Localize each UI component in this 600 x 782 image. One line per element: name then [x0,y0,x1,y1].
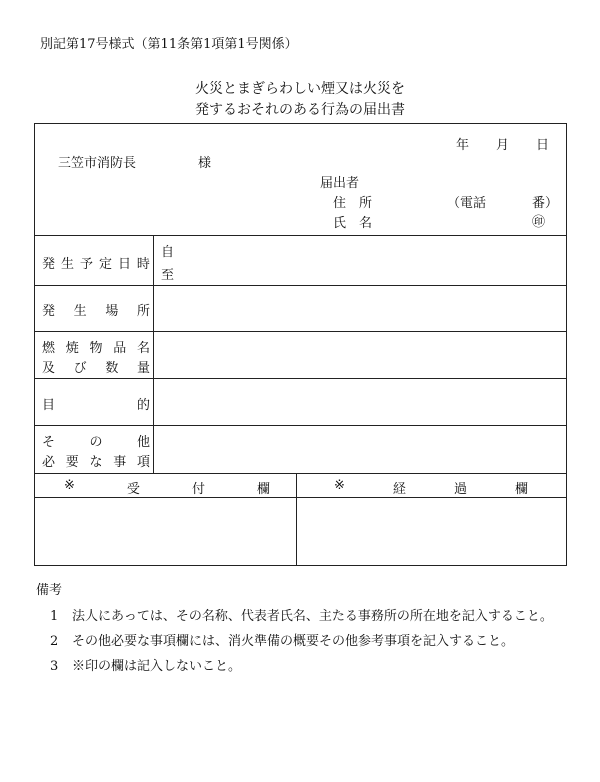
label-char: 過 [453,482,467,497]
divider [34,378,567,379]
other-matters-label-2 [42,451,150,470]
label-char: ※ [64,478,75,493]
label-char: 他 [136,435,150,450]
divider [34,497,567,498]
label-char: 付 [191,482,205,497]
label-char: 的 [136,398,150,413]
label-char: 物 [89,341,103,356]
label-char: な [89,455,103,470]
label-char: 発 [42,304,56,319]
label-char: 生 [60,257,74,272]
label-char: ※ [334,478,345,493]
label-char: 量 [136,361,150,376]
address-label: 住 所 [333,196,373,211]
name-label: 氏 名 [333,216,373,231]
phone-label: （電話 [447,196,487,211]
note-item [50,655,241,674]
divider [34,285,567,286]
seal-mark: ㊞ [532,215,546,230]
other-matters-label-1 [42,431,150,450]
label-char: 欄 [256,482,270,497]
divider [34,235,567,236]
label-char: 発 [42,257,56,272]
label-char: 予 [79,257,93,272]
phone-suffix: 番） [532,196,559,211]
note-number: 1 [50,609,59,624]
divider [34,473,567,474]
label-char: 欄 [514,482,528,497]
label-char: 要 [65,455,79,470]
purpose-label [42,394,150,413]
label-char: 名 [136,341,150,356]
label-char: 数 [105,361,119,376]
document-title-line-1: 火災とまぎらわしい煙又は火災を [195,81,405,97]
datetime-to: 至 [161,268,175,283]
date-year: 年 [456,138,470,153]
divider [34,331,567,332]
addressee-honorific: 様 [198,156,212,171]
label-char: 時 [136,257,150,272]
label-char: 経 [392,482,406,497]
divider [34,425,567,426]
label-char: 必 [42,455,56,470]
date-month: 月 [496,138,510,153]
date-day: 日 [536,138,550,153]
label-char: 定 [98,257,112,272]
reception-column-header [64,478,270,497]
label-char: 品 [113,341,127,356]
label-char: 受 [126,482,140,497]
form-number-label: 別記第17号様式（第11条第1項第1号関係） [40,37,298,52]
label-char: 目 [42,398,56,413]
document-title-line-2: 発するおそれのある行為の届出書 [195,102,405,118]
note-number: 3 [50,659,59,674]
note-text: その他必要な事項欄には、消火準備の概要その他参考事項を記入すること。 [72,634,515,649]
label-char: 事 [113,455,127,470]
label-char: 所 [136,304,150,319]
note-number: 2 [50,634,59,649]
label-char: 生 [73,304,87,319]
addressee: 三笠市消防長 [58,156,137,171]
label-char: び [73,361,87,376]
label-char: の [89,435,103,450]
datetime-from: 自 [161,245,175,260]
label-char: 項 [136,455,150,470]
note-text: 法人にあっては、その名称、代表者氏名、主たる事務所の所在地を記入すること。 [72,609,553,624]
notifier-label: 届出者 [320,176,360,191]
label-char: そ [42,435,56,450]
place-label [42,300,150,319]
progress-column-header [334,478,528,497]
note-item [50,605,553,624]
burning-goods-label-2 [42,357,150,376]
label-char: 及 [42,361,56,376]
label-char: 焼 [65,341,79,356]
burning-goods-label-1 [42,337,150,356]
label-char: 燃 [42,341,56,356]
notes-heading: 備考 [36,583,63,598]
note-item [50,630,514,649]
label-char: 日 [117,257,131,272]
divider [153,235,154,473]
scheduled-datetime-label [42,253,150,272]
divider [296,473,297,566]
label-char: 場 [105,304,119,319]
note-text: ※印の欄は記入しないこと。 [72,659,242,674]
